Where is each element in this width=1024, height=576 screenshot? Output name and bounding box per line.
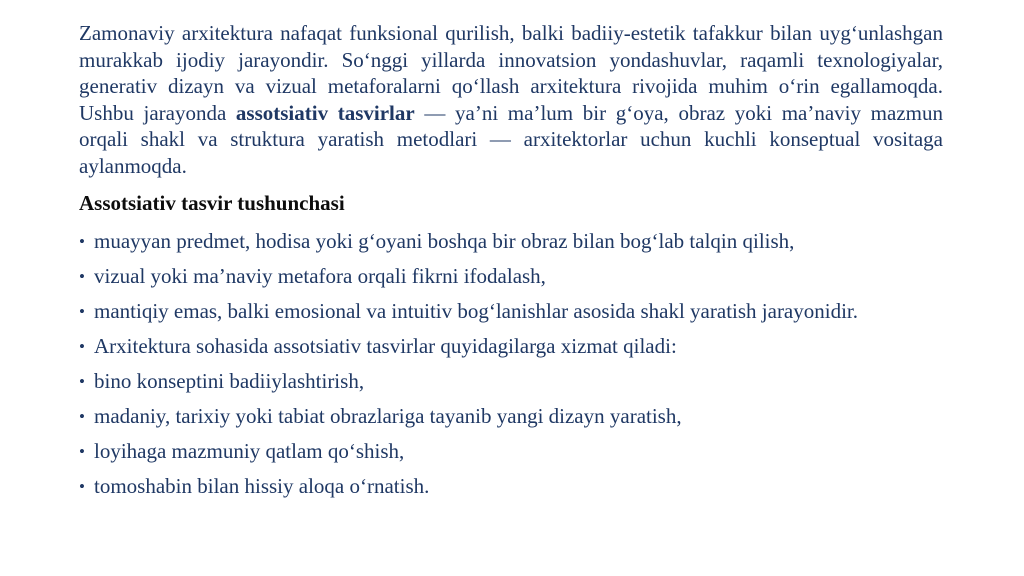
bullet-text: tomoshabin bilan hissiy aloqa o‘rnatish. xyxy=(94,474,430,498)
bullet-text: bino konseptini badiiylashtirish, xyxy=(94,369,365,393)
bullet-dot-icon: • xyxy=(79,337,85,356)
bullet-text: vizual yoki ma’naviy metafora orqali fikrni ifodalash, xyxy=(94,264,546,288)
bullet-text: mantiqiy emas, balki emosional va intuitiv bog‘lanishlar asosida shakl yaratish jarayonidir. xyxy=(94,299,859,323)
bullet-text: loyihaga mazmuniy qatlam qo‘shish, xyxy=(94,439,405,463)
bullet-item xyxy=(79,439,943,464)
bullet-list xyxy=(79,229,943,509)
intro-paragraph xyxy=(79,20,943,179)
intro-text-part1: Zamonaviy arxitektura nafaqat funksional qurilish, balki badiiy-estetik tafakkur bilan uyg‘unlashgan murakkab ijodiy jarayondir. So‘nggi yillarda innovatsion yondashuvlar, raqamli texnologiyalar, generativ dizayn va vizual metaforalarni qo‘llash arxitektura rivojida muhim o‘rin egallamoqda. Ushbu jarayonda xyxy=(79,21,943,125)
bullet-item xyxy=(79,474,943,499)
bullet-dot-icon: • xyxy=(79,302,85,321)
bullet-item xyxy=(79,299,943,324)
bullet-item xyxy=(79,229,943,254)
bullet-text: Arxitektura sohasida assotsiativ tasvirlar quyidagilarga xizmat qiladi: xyxy=(94,334,677,358)
bullet-item xyxy=(79,369,943,394)
bullet-item xyxy=(79,334,943,359)
section-heading: Assotsiativ tasvir tushunchasi xyxy=(79,191,345,215)
bullet-dot-icon: • xyxy=(79,477,85,496)
intro-bold-term: assotsiativ tasvirlar xyxy=(235,100,415,125)
bullet-dot-icon: • xyxy=(79,442,85,461)
bullet-text: muayyan predmet, hodisa yoki g‘oyani boshqa bir obraz bilan bog‘lab talqin qilish, xyxy=(94,229,795,253)
bullet-dot-icon: • xyxy=(79,372,85,391)
bullet-text: madaniy, tarixiy yoki tabiat obrazlariga tayanib yangi dizayn yaratish, xyxy=(94,404,682,428)
bullet-item xyxy=(79,404,943,429)
bullet-item xyxy=(79,264,943,289)
bullet-dot-icon: • xyxy=(79,267,85,286)
intro-text-part2: — ya’ni ma’lum bir g‘oya, obraz yoki ma’naviy mazmun orqali shakl va struktura yaratish metodlari — arxitektorlar uchun kuchli konseptual vositaga aylanmoqda. xyxy=(79,100,943,178)
bullet-dot-icon: • xyxy=(79,407,85,426)
bullet-dot-icon: • xyxy=(79,232,85,251)
